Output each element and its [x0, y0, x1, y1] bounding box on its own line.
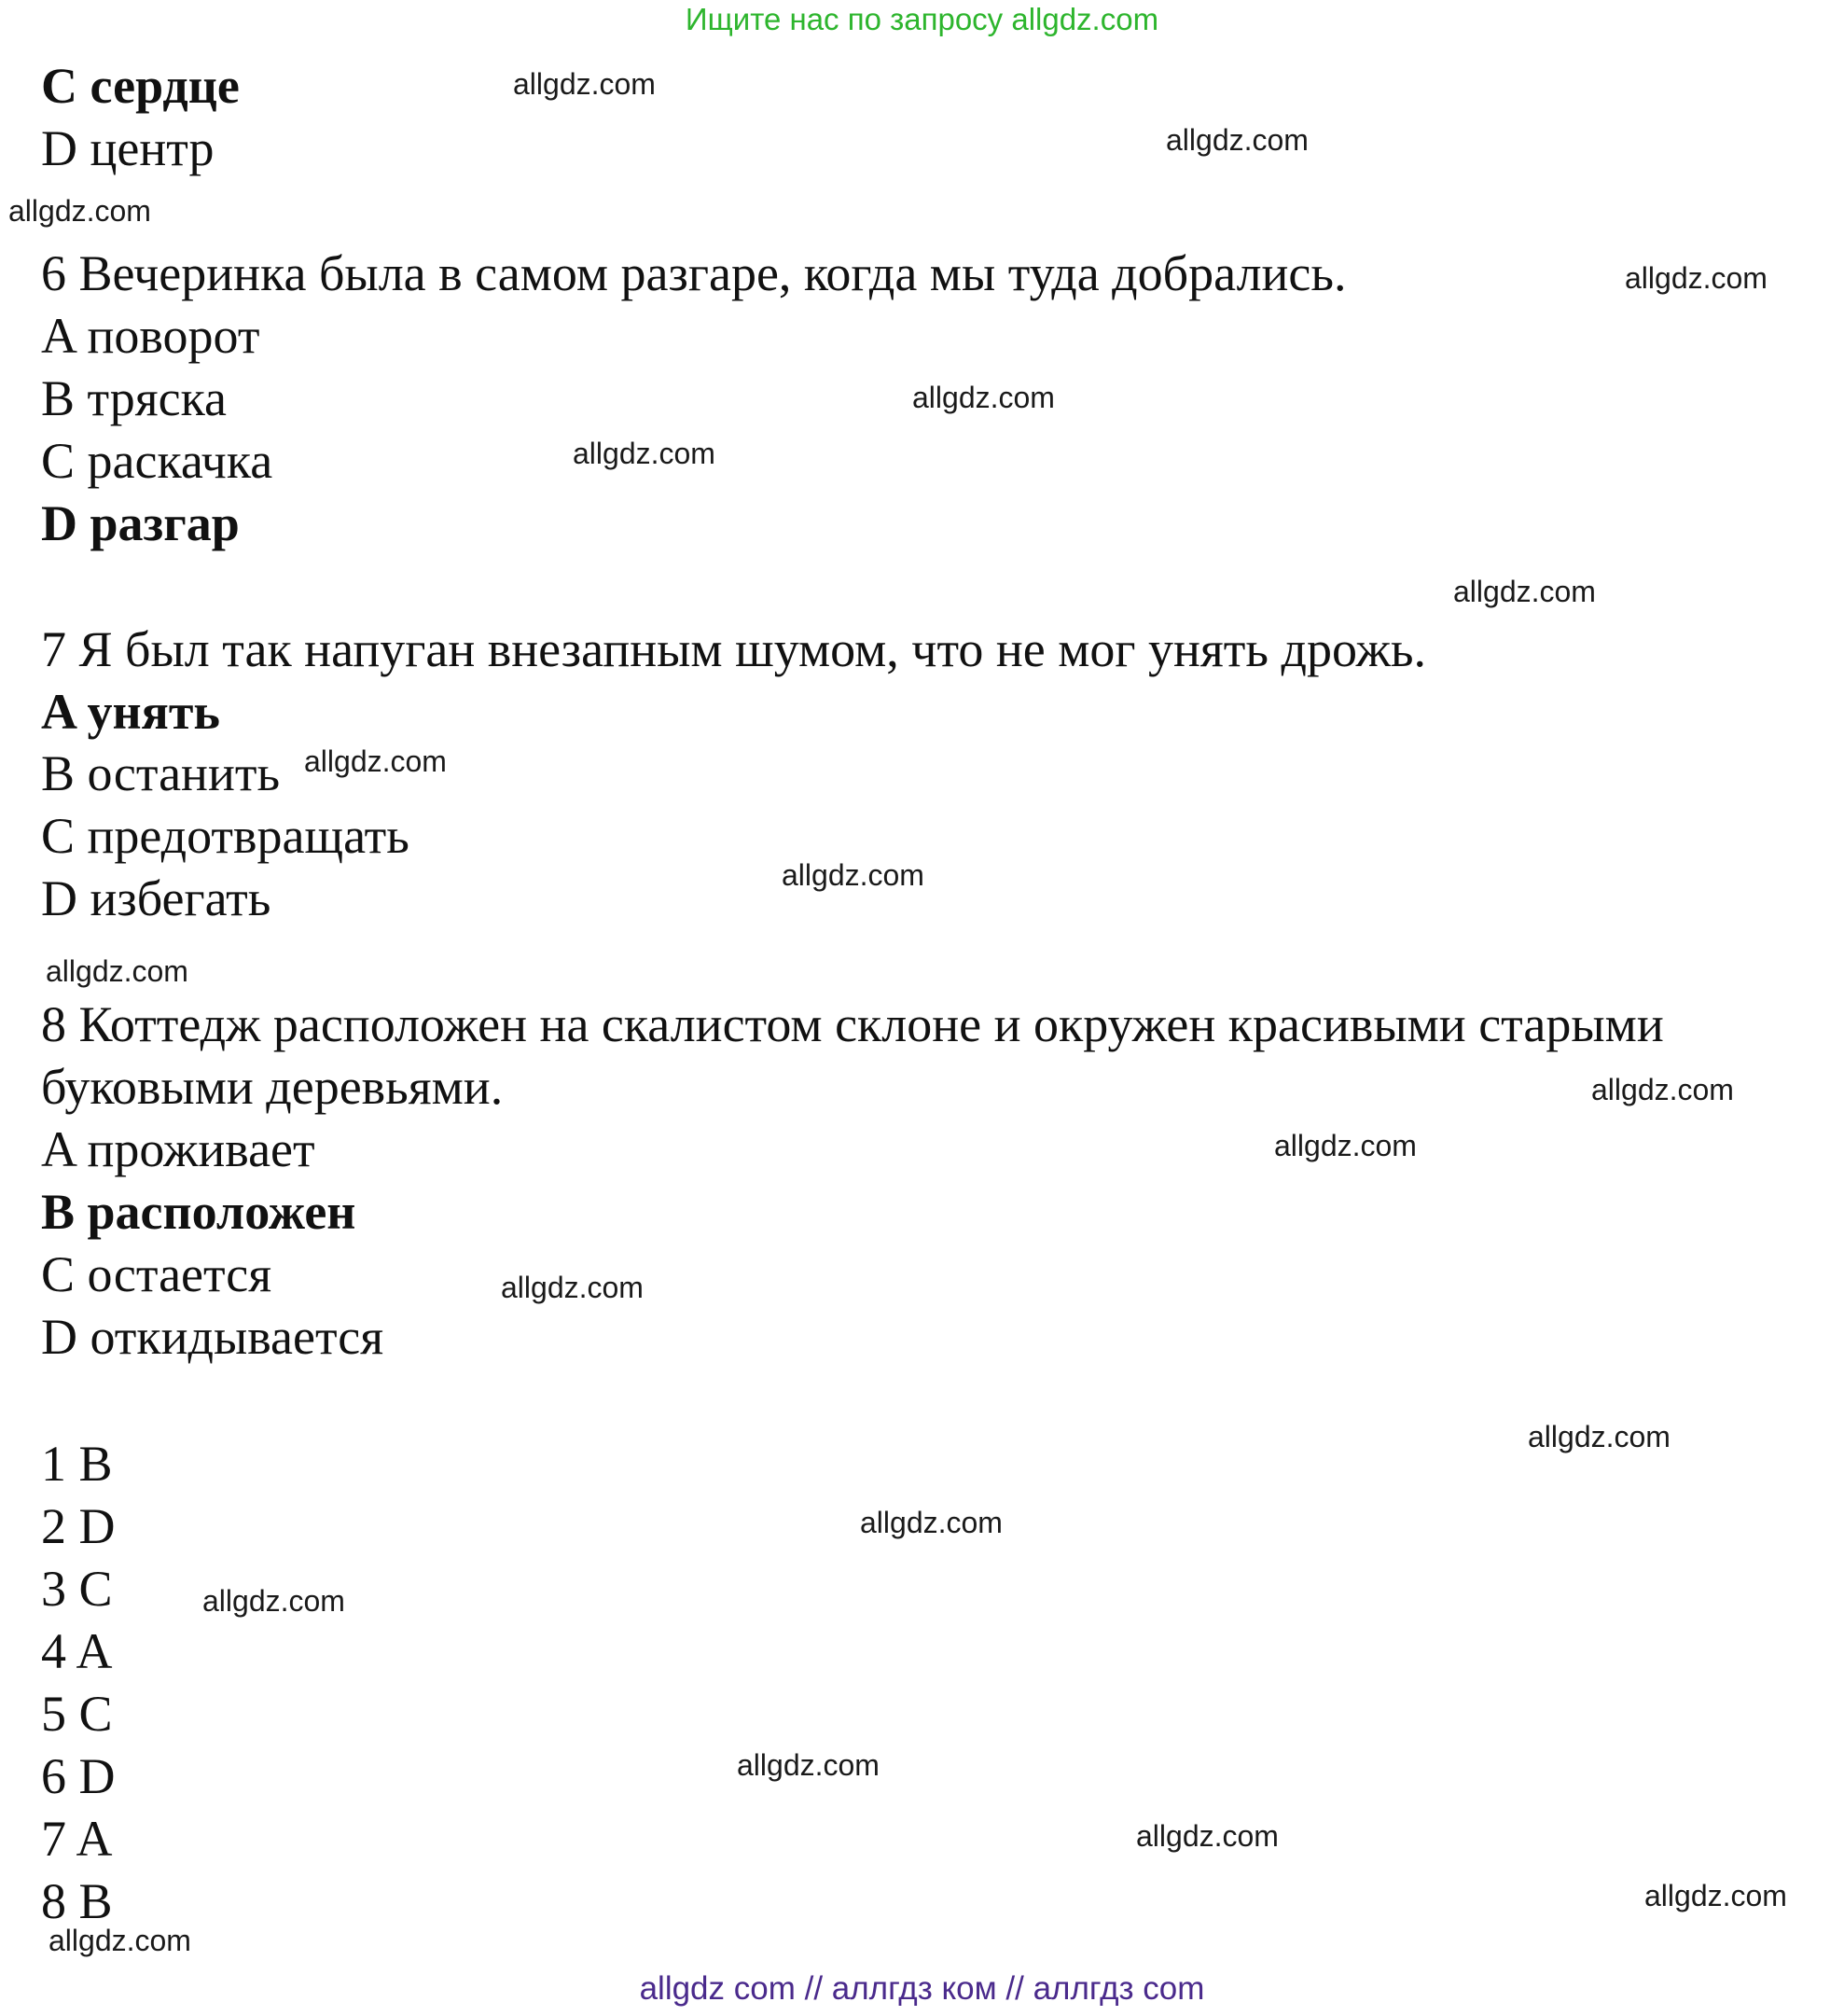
watermark: allgdz.com — [46, 954, 188, 988]
answer-6: 6 D — [41, 1748, 116, 1804]
q6-option-a: A поворот — [41, 308, 260, 364]
watermark: allgdz.com — [1625, 261, 1768, 295]
watermark: allgdz.com — [49, 1924, 191, 1957]
watermark: allgdz.com — [1136, 1819, 1279, 1853]
q7-text: 7 Я был так напуган внезапным шумом, что не мог унять дрожь. — [41, 621, 1427, 677]
answer-7: 7 A — [41, 1811, 113, 1867]
watermark: allgdz.com — [1528, 1420, 1671, 1453]
q5-option-c: C сердце — [41, 58, 240, 114]
answer-8: 8 B — [41, 1873, 113, 1929]
q7-option-b: B останить — [41, 745, 281, 801]
q8-text-line-2: буковыми деревьями. — [41, 1059, 504, 1115]
watermark: allgdz.com — [304, 744, 447, 778]
q7-option-a: A унять — [41, 684, 220, 740]
q8-option-d: D откидывается — [41, 1309, 384, 1365]
answer-1: 1 B — [41, 1436, 113, 1492]
q6-option-c: C раскачка — [41, 433, 273, 489]
banner-text[interactable]: Ищите нас по запросу allgdz.com — [685, 2, 1159, 36]
answer-2: 2 D — [41, 1498, 116, 1554]
watermark: allgdz.com — [501, 1271, 644, 1304]
watermark: allgdz.com — [1453, 575, 1596, 608]
watermark: allgdz.com — [1166, 123, 1309, 157]
q5-option-d: D центр — [41, 120, 215, 176]
watermark: allgdz.com — [8, 194, 151, 228]
watermark: allgdz.com — [513, 67, 656, 101]
q6-option-b: B тряска — [41, 370, 227, 426]
answer-5: 5 C — [41, 1686, 113, 1742]
answer-3: 3 C — [41, 1561, 113, 1617]
q6-option-d: D разгар — [41, 495, 240, 551]
watermark: allgdz.com — [573, 437, 715, 470]
q7-option-d: D избегать — [41, 870, 271, 926]
q8-text-line-1: 8 Коттедж расположен на скалистом склоне и окружен красивыми старыми — [41, 996, 1664, 1052]
watermark: allgdz.com — [1274, 1129, 1417, 1162]
q8-option-b: B расположен — [41, 1184, 356, 1240]
footer-text[interactable]: allgdz com // аллгдз ком // аллгдз com — [639, 1970, 1205, 2007]
watermark: allgdz.com — [860, 1506, 1003, 1539]
watermark: allgdz.com — [782, 858, 924, 892]
q8-option-c: C остается — [41, 1246, 272, 1302]
watermark: allgdz.com — [1644, 1879, 1787, 1912]
answer-4: 4 A — [41, 1623, 113, 1679]
watermark: allgdz.com — [202, 1584, 345, 1618]
watermark: allgdz.com — [912, 381, 1055, 414]
watermark: allgdz.com — [737, 1748, 880, 1782]
watermark: allgdz.com — [1591, 1073, 1734, 1106]
q7-option-c: C предотвращать — [41, 808, 409, 864]
q6-text: 6 Вечеринка была в самом разгаре, когда мы туда добрались. — [41, 245, 1347, 301]
q8-option-a: A проживает — [41, 1121, 315, 1177]
